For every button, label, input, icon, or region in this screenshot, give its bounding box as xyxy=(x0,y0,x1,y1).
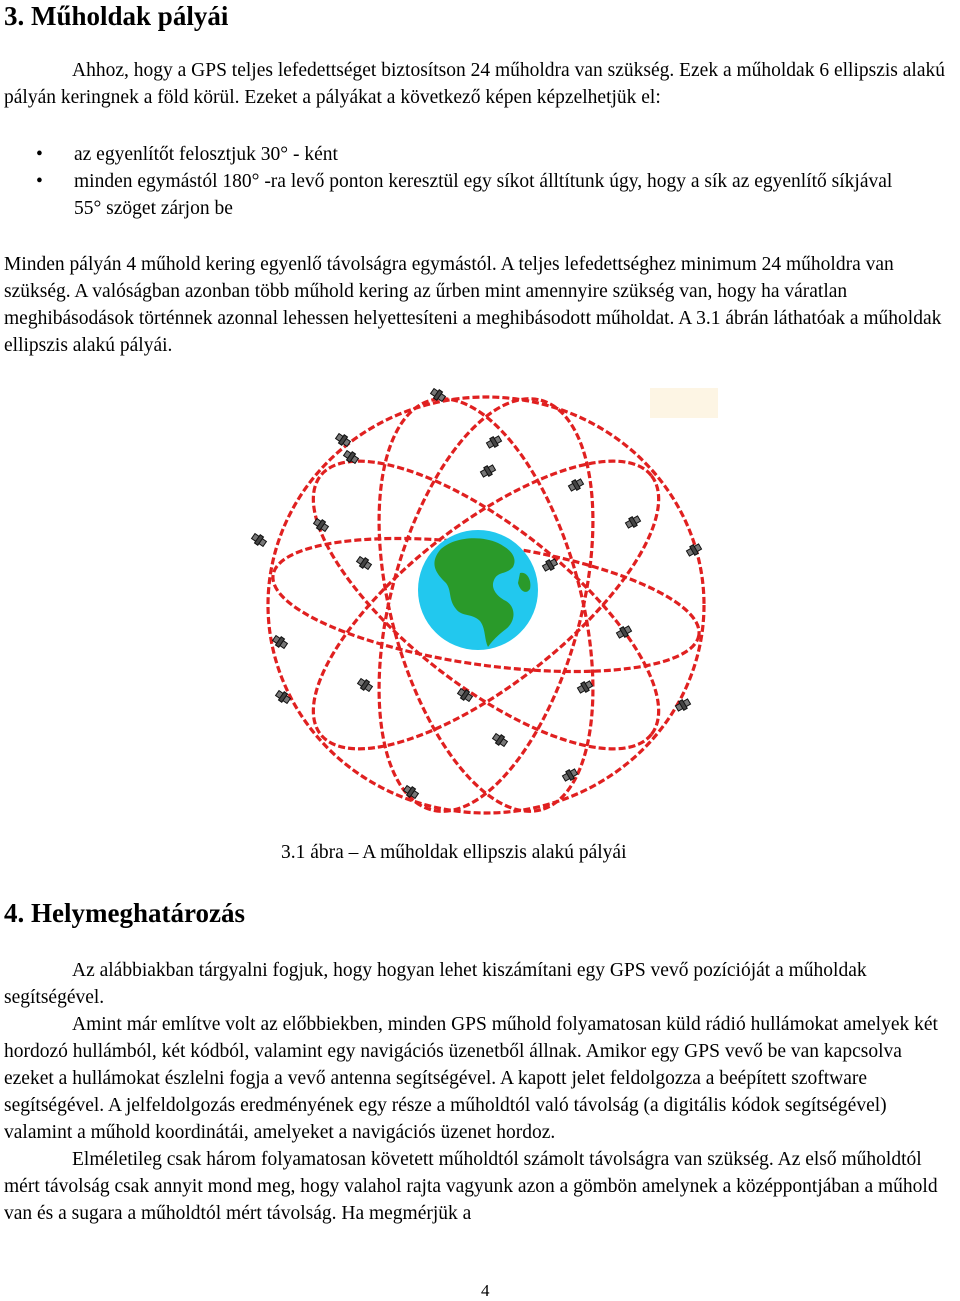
page-number: 4 xyxy=(481,1281,490,1300)
paragraph: Az alábbiakban tárgyalni fogjuk, hogy hogyan lehet kiszámítani egy GPS vevő pozícióját a műholdak segítségével. xyxy=(4,960,867,1008)
gps-orbits-figure xyxy=(248,385,728,825)
section-4-body xyxy=(4,957,956,1227)
paragraph: Amint már említve volt az előbbiekben, minden GPS műhold folyamatosan küld rádió hullámokat amelyek két hordozó hullámból, két kódból, valamint egy navigációs üzenetből állnak. Amikor egy GPS vevő be van kapcsolva ezeket a hullámokat észlelni fogja a vevő antenna segítségével. A kapott jelet feldolgozza a beépített szoftware segítségével. A jelfeldolgozás eredményének egy része a műholdtól való távolság (a digitális kódok segítségével) valamint a műhold koordinátái, amelyeket a navigációs üzenet hordoz. xyxy=(4,1014,938,1143)
earth-globe xyxy=(418,530,538,650)
list-item: • az egyenlítőt felosztjuk 30° - ként xyxy=(4,141,894,168)
paragraph: Elméletileg csak három folyamatosan követett műholdtól számolt távolságra van szükség. Az első műholdtól mért távolság csak annyit mond meg, hogy valahol rajta vagyunk azon a gömbön amelynek a középpontjában a műhold van és a sugara a műholdtól mért távolság. Ha megmérjük a xyxy=(4,1149,938,1224)
intro-paragraph: Ahhoz, hogy a GPS teljes lefedettséget biztosítson 24 műholdra van szükség. Ezek a műholdak 6 ellipszis alakú pályán keringnek a föld körül. Ezeket a pályákat a következő képen képzelhetjük el: xyxy=(4,60,945,108)
bullet-icon: • xyxy=(36,144,43,165)
satellite-icon xyxy=(491,732,508,748)
satellite-icon xyxy=(576,679,593,695)
satellite-icon xyxy=(274,689,291,705)
gps-orbits-illustration xyxy=(248,385,728,825)
satellite-icon xyxy=(567,477,584,493)
figure-caption: 3.1 ábra – A műholdak ellipszis alakú pályái xyxy=(281,842,627,863)
section-3-heading: 3. Műholdak pályái xyxy=(4,1,229,31)
satellite-icon xyxy=(479,463,496,479)
list-item: • minden egymástól 180° -ra levő ponton keresztül egy síkot álltítunk úgy, hogy a sík az egyenlítő síkjával 55° szöget zárjon be xyxy=(4,168,894,222)
orbit-paragraph: Minden pályán 4 műhold kering egyenlő távolságra egymástól. A teljes lefedettséghez minimum 24 műholdra van szükség. A valóságban azonban több műhold kering az űrben mint amennyire szükség van, hogy ha váratlan meghibásodások történnek azonnal lehessen helyettesíteni a meghibásodott műholdat. A 3.1 ábrán láthatóak a műholdak ellipszis alakú pályái. xyxy=(4,254,942,356)
bullet-icon: • xyxy=(36,171,43,192)
satellite-icon xyxy=(356,677,373,693)
satellite-icon xyxy=(355,555,372,571)
satellite-icon xyxy=(674,697,691,713)
section-4-heading: 4. Helymeghatározás xyxy=(4,898,245,928)
bullet-list xyxy=(4,141,894,222)
satellite-icon xyxy=(250,532,267,548)
figure-corner-patch xyxy=(650,388,718,418)
satellite-icon xyxy=(485,434,502,450)
satellite-icon xyxy=(624,514,641,530)
satellite-icon xyxy=(334,432,351,448)
